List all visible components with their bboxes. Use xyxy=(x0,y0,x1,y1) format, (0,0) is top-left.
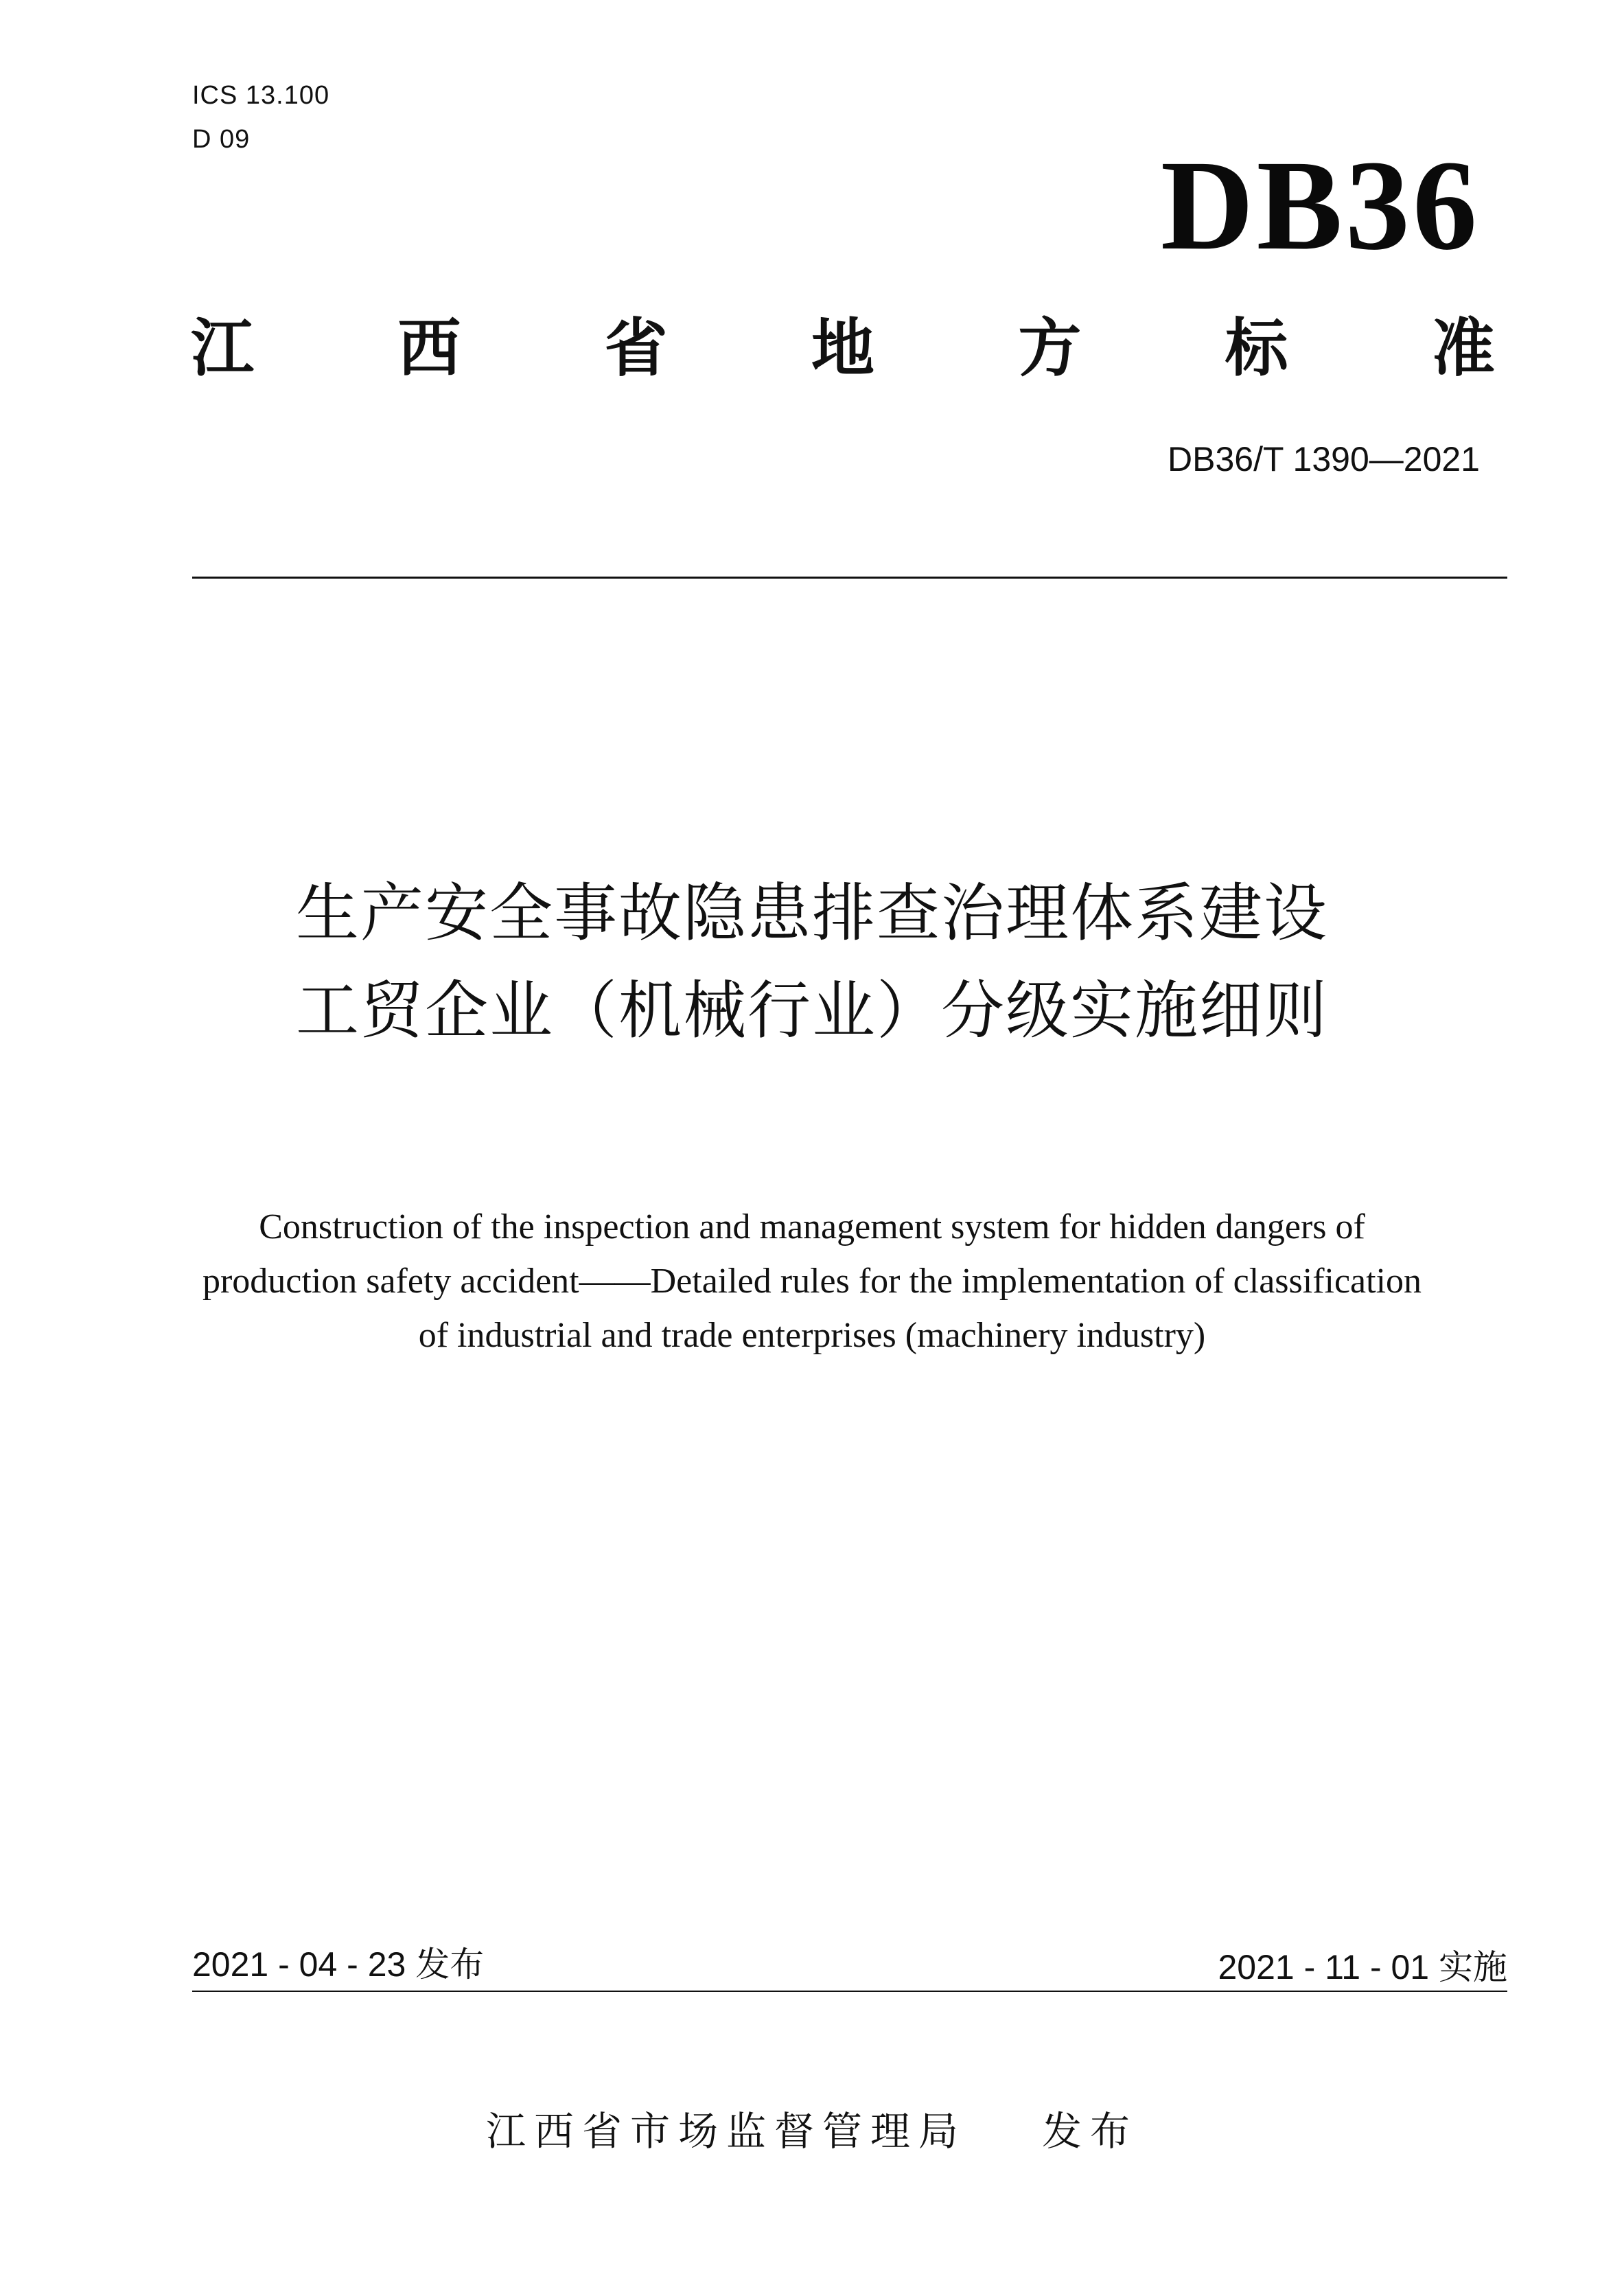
standard-type-char: 地 xyxy=(811,312,874,385)
standard-number: DB36/T 1390—2021 xyxy=(1168,440,1480,478)
header-divider xyxy=(192,577,1507,579)
ccs-code: D 09 xyxy=(192,125,251,154)
implementation-date: 2021 - 11 - 01 实施 xyxy=(1218,1948,1507,1986)
chinese-title-line-1: 生产安全事故隐患排查治理体系建设 xyxy=(295,877,1328,950)
standard-type-char: 标 xyxy=(1225,312,1288,385)
standard-type-char: 方 xyxy=(1018,312,1082,385)
standard-logo: DB36 xyxy=(1160,133,1480,277)
publish-action: 发布 xyxy=(1042,2108,1139,2155)
standard-type-char: 准 xyxy=(1431,312,1495,385)
publisher-name: 江西省市场监督管理局 xyxy=(485,2108,966,2155)
chinese-title-line-2: 工贸企业（机械行业）分级实施细则 xyxy=(295,974,1328,1047)
standard-type-heading xyxy=(191,312,1495,385)
standard-type-char: 江 xyxy=(191,312,255,385)
standard-type-char: 省 xyxy=(604,312,668,385)
standard-type-char: 西 xyxy=(397,312,461,385)
footer-divider xyxy=(192,1991,1507,1992)
english-title-line-1: Construction of the inspection and management system for hidden dangers of xyxy=(259,1207,1365,1246)
issue-date: 2021 - 04 - 23 发布 xyxy=(192,1945,485,1984)
publisher-block xyxy=(0,2099,1624,2157)
english-title xyxy=(0,1200,1624,1362)
english-title-line-3: of industrial and trade enterprises (machinery industry) xyxy=(418,1316,1206,1355)
english-title-line-2: production safety accident——Detailed rules for the implementation of classification xyxy=(202,1262,1422,1301)
ics-code: ICS 13.100 xyxy=(192,81,330,110)
